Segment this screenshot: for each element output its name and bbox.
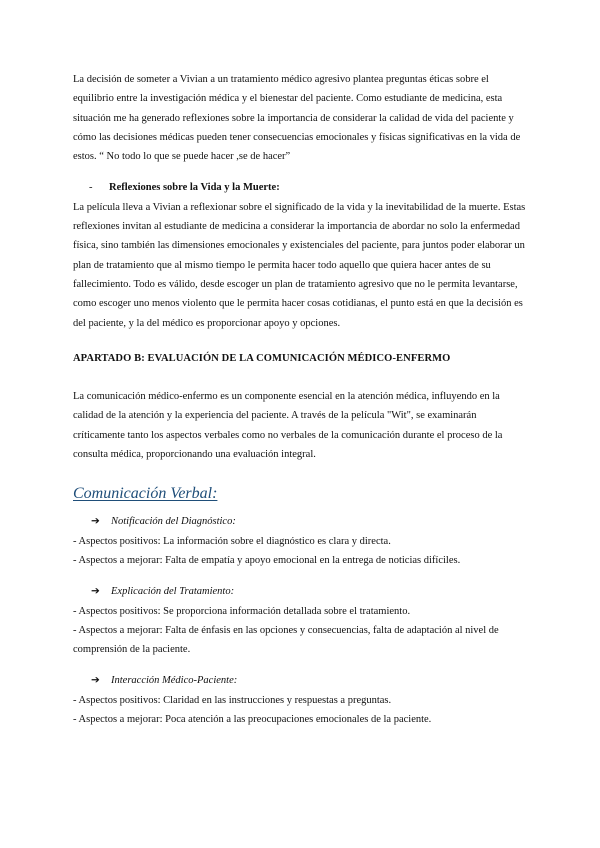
improve-aspects: - Aspectos a mejorar: Falta de empatía y apoyo emocional en la entrega de noticias difíciles. — [73, 554, 461, 566]
verbal-item-title: ➔ Interacción Médico-Paciente: — [73, 671, 529, 690]
verbal-item-title: ➔ Explicación del Tratamiento: — [73, 582, 529, 601]
reflections-title: Reflexiones sobre la Vida y la Muerte: — [109, 182, 280, 194]
positive-aspects: - Aspectos positivos: La información sobre el diagnóstico es clara y directa. — [73, 535, 391, 547]
section-b-paragraph: La comunicación médico-enfermo es un componente esencial en la atención médica, influyendo en la calidad de la atención y la experiencia del paciente. A través de la película "Wit", se examinarán críticamente tanto los aspectos verbales como no verbales de la comunicación durante el proceso de la consulta médica, proporcionando una evaluación integral. — [73, 391, 503, 461]
arrow-icon: ➔ — [91, 516, 100, 528]
bullet-dash: - — [89, 182, 93, 194]
verbal-item-title: ➔ Notificación del Diagnóstico: — [73, 512, 529, 531]
reflections-paragraph: La película lleva a Vivian a reflexionar sobre el significado de la vida y la inevitabilidad de la muerte. Estas reflexiones invitan al estudiante de medicina a considerar la importancia de abordar no solo la enfermedad física, sino también las dimensiones emocionales y existenciales del paciente, para juntos poder elaborar un plan de tratamiento que al mismo tiempo le permita hacer todo aquello que quiera hacer antes de su fallecimiento. Todo es válido, desde escoger un plan de tratamiento agresivo que no le permita levantarse, como escoger uno menos violento que le permita hacer cosas cotidianas, el punto está en que la decisión es del paciente, y la del médico es proporcionar apoyo y opciones. — [73, 201, 526, 329]
improve-aspects: - Aspectos a mejorar: Falta de énfasis en las opciones y consecuencias, falta de adaptación al nivel de comprensión de la paciente. — [73, 624, 499, 656]
verbal-item-diagnosis — [73, 512, 529, 570]
verbal-item-treatment — [73, 582, 529, 659]
reflections-heading — [73, 178, 529, 197]
improve-aspects: - Aspectos a mejorar: Poca atención a las preocupaciones emocionales de la paciente. — [73, 714, 432, 726]
positive-aspects: - Aspectos positivos: Se proporciona información detallada sobre el tratamiento. — [73, 605, 411, 617]
page-content — [73, 70, 529, 741]
intro-paragraph: La decisión de someter a Vivian a un tratamiento médico agresivo plantea preguntas éticas sobre el equilibrio entre la investigación médica y el bienestar del paciente. Como estudiante de medicina, esta situación me ha generado reflexiones sobre la importancia de considerar la calidad de vida del paciente y cómo las decisiones médicas pueden tener consecuencias emocionales y físicas significativas en la vida de estos. “ No todo lo que se puede hacer ,se de hacer” — [73, 74, 521, 163]
arrow-icon: ➔ — [91, 675, 100, 687]
verbal-item-interaction — [73, 671, 529, 729]
verbal-communication-heading: Comunicación Verbal: — [73, 485, 218, 503]
section-b-title: APARTADO B: EVALUACIÓN DE LA COMUNICACIÓN MÉDICO-ENFERMO — [73, 352, 451, 364]
arrow-icon: ➔ — [91, 586, 100, 598]
positive-aspects: - Aspectos positivos: Claridad en las instrucciones y respuestas a preguntas. — [73, 694, 392, 706]
